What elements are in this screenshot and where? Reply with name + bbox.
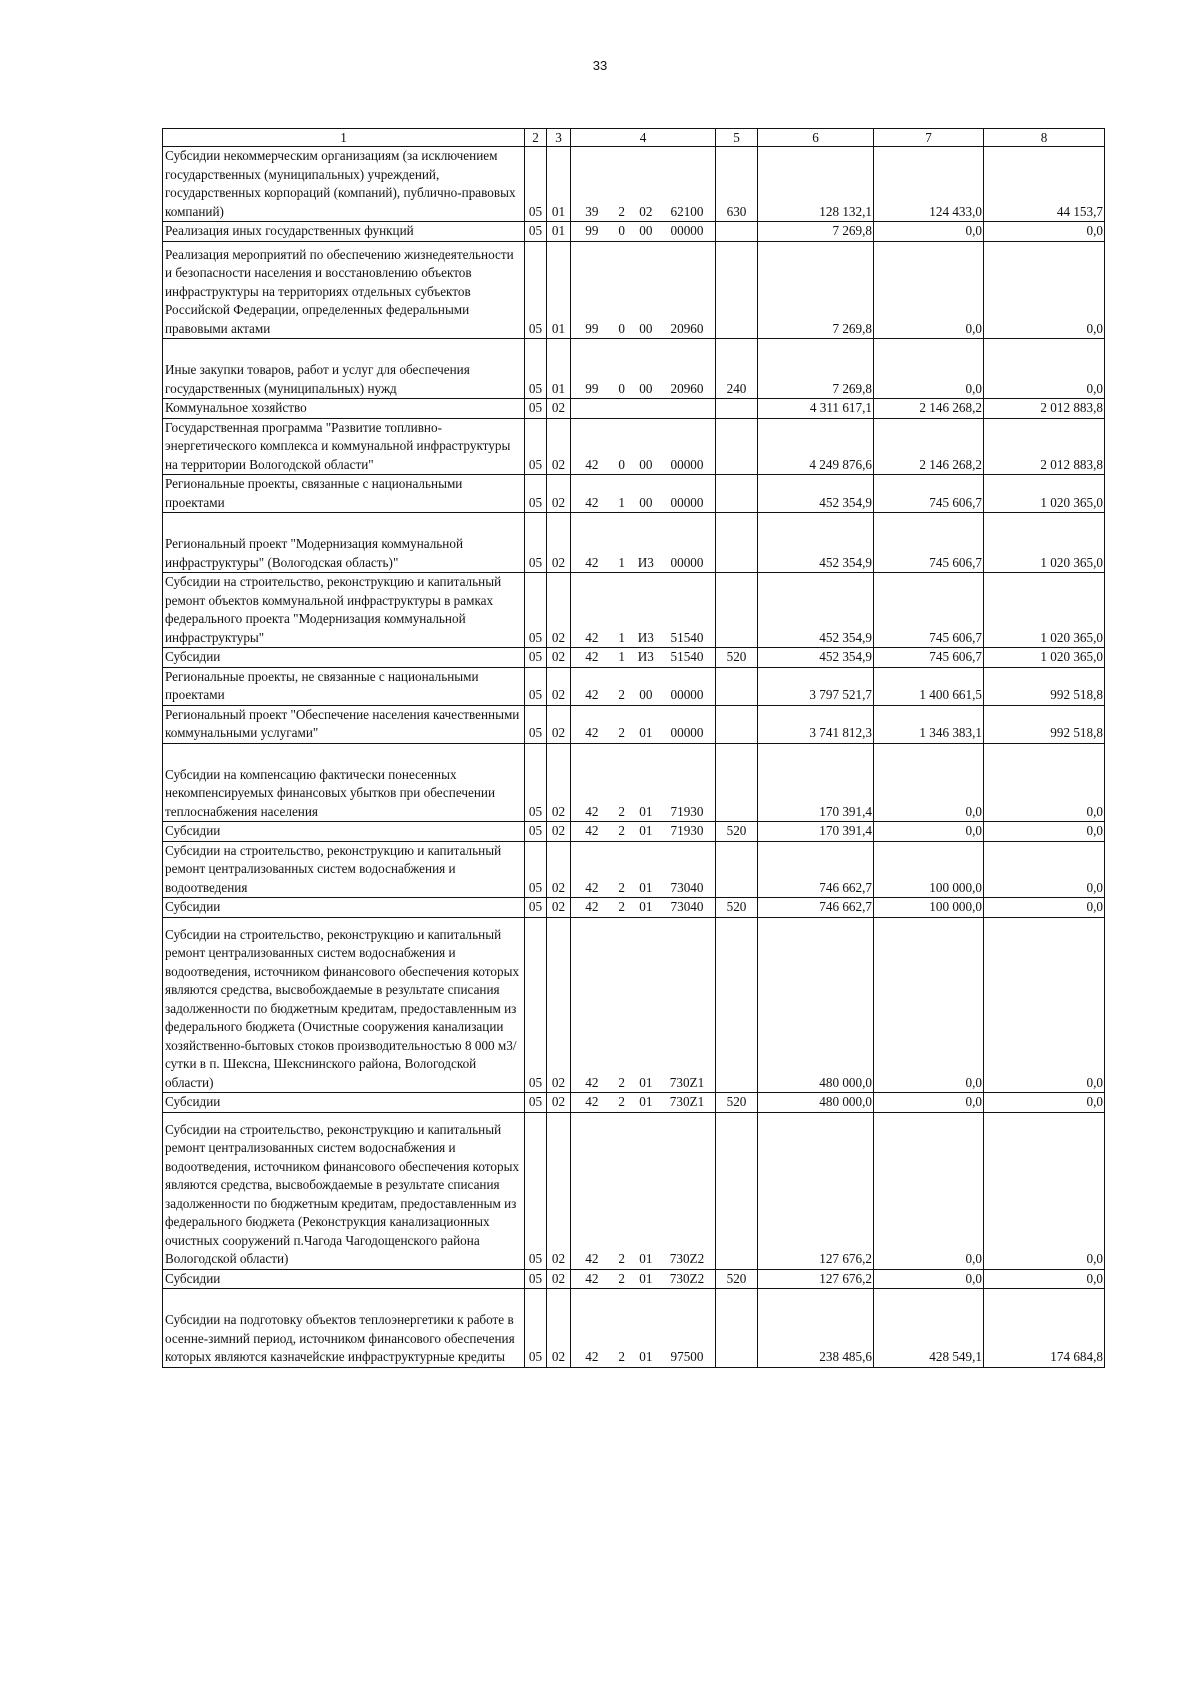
amount-col-7: 745 606,7 — [874, 648, 984, 668]
amount-col-6: 7 269,8 — [758, 241, 874, 339]
row-name: Субсидии — [163, 822, 525, 842]
amount-col-6: 452 354,9 — [758, 475, 874, 513]
target-article-code — [571, 418, 716, 475]
amount-col-7: 0,0 — [874, 222, 984, 242]
amount-col-7: 2 146 268,2 — [874, 418, 984, 475]
direction-code: 2 — [618, 1094, 625, 1109]
amount-col-7: 428 549,1 — [874, 1289, 984, 1368]
program-code: 42 — [585, 823, 599, 838]
expense-code: 730Z2 — [669, 1251, 705, 1266]
amount-col-6: 170 391,4 — [758, 822, 874, 842]
target-article-code — [571, 743, 716, 822]
direction-code: 0 — [618, 456, 625, 472]
row-name: Субсидии — [163, 648, 525, 668]
section-code: 05 — [525, 399, 547, 419]
section-code: 05 — [525, 573, 547, 648]
target-article-code — [571, 475, 716, 513]
page-number: 33 — [592, 58, 608, 73]
row-name: Иные закупки товаров, работ и услуг для обеспечения государственных (муниципальных) нужд — [163, 339, 525, 399]
amount-col-8: 44 153,7 — [984, 147, 1105, 222]
expense-type-code — [716, 475, 758, 513]
target-article-code — [571, 241, 716, 339]
subsection-code: 02 — [547, 917, 571, 1093]
direction-code: 0 — [618, 380, 625, 396]
budget-table — [162, 128, 1105, 1368]
section-code: 05 — [525, 705, 547, 743]
program-code: 42 — [585, 649, 599, 664]
section-code: 05 — [525, 841, 547, 898]
amount-col-7: 0,0 — [874, 1093, 984, 1113]
subsection-code: 01 — [547, 147, 571, 222]
expense-code: 20960 — [670, 380, 704, 396]
target-article-code — [571, 513, 716, 573]
row-name: Региональные проекты, не связанные с национальными проектами — [163, 667, 525, 705]
expense-type-code — [716, 705, 758, 743]
program-code: 42 — [585, 1349, 599, 1364]
header-row — [163, 129, 1105, 147]
section-code: 05 — [525, 898, 547, 918]
subsection-code: 02 — [547, 1269, 571, 1289]
amount-col-8: 2 012 883,8 — [984, 418, 1105, 475]
direction-code: 2 — [618, 899, 625, 914]
amount-col-7: 745 606,7 — [874, 475, 984, 513]
table-row — [163, 399, 1105, 419]
amount-col-6: 452 354,9 — [758, 648, 874, 668]
project-code: 01 — [639, 725, 653, 740]
amount-col-7: 0,0 — [874, 241, 984, 339]
table-row — [163, 573, 1105, 648]
expense-code: 51540 — [670, 649, 704, 664]
amount-col-8: 0,0 — [984, 822, 1105, 842]
section-code: 05 — [525, 1093, 547, 1113]
table-row — [163, 1112, 1105, 1269]
target-article-code — [571, 1093, 716, 1113]
subsection-code: 02 — [547, 399, 571, 419]
project-code: 02 — [639, 203, 653, 219]
amount-col-6: 3 741 812,3 — [758, 705, 874, 743]
section-code: 05 — [525, 822, 547, 842]
expense-type-code — [716, 917, 758, 1093]
direction-code: 2 — [618, 725, 625, 740]
row-name: Субсидии на подготовку объектов теплоэнергетики к работе в осенне-зимний период, источником финансового обеспечения которых являются казначейские инфраструктурные кредиты — [163, 1289, 525, 1368]
row-name: Реализация иных государственных функций — [163, 222, 525, 242]
amount-col-8: 992 518,8 — [984, 705, 1105, 743]
amount-col-6: 746 662,7 — [758, 841, 874, 898]
target-article-code — [571, 648, 716, 668]
amount-col-7: 1 346 383,1 — [874, 705, 984, 743]
direction-code: 1 — [618, 494, 625, 510]
table-row — [163, 513, 1105, 573]
expense-code: 62100 — [670, 203, 704, 219]
project-code: 00 — [639, 320, 653, 336]
direction-code: 1 — [618, 649, 625, 664]
header-cell: 1 — [163, 129, 525, 147]
target-article-code — [571, 1269, 716, 1289]
subsection-code: 02 — [547, 822, 571, 842]
amount-col-6: 127 676,2 — [758, 1269, 874, 1289]
expense-type-code — [716, 667, 758, 705]
amount-col-8: 0,0 — [984, 917, 1105, 1093]
project-code: 01 — [639, 879, 653, 895]
amount-col-6: 480 000,0 — [758, 917, 874, 1093]
section-code: 05 — [525, 222, 547, 242]
program-code: 42 — [585, 1094, 599, 1109]
project-code: 01 — [639, 803, 653, 819]
project-code: 01 — [639, 1094, 653, 1109]
amount-col-6: 746 662,7 — [758, 898, 874, 918]
section-code: 05 — [525, 1269, 547, 1289]
expense-type-code — [716, 418, 758, 475]
section-code: 05 — [525, 917, 547, 1093]
expense-type-code — [716, 399, 758, 419]
program-code: 42 — [585, 1074, 599, 1090]
target-article-code — [571, 705, 716, 743]
expense-code: 71930 — [670, 803, 704, 819]
row-name: Реализация мероприятий по обеспечению жизнедеятельности и безопасности населения и восстановлению объектов инфраструктуры на территориях отдельных субъектов Российской Федерации, определенных федеральными правовыми актами — [163, 241, 525, 339]
amount-col-7: 100 000,0 — [874, 841, 984, 898]
table-row — [163, 241, 1105, 339]
subsection-code: 02 — [547, 705, 571, 743]
subsection-code: 02 — [547, 573, 571, 648]
subsection-code: 01 — [547, 222, 571, 242]
project-code: И3 — [637, 649, 654, 664]
header-cell: 6 — [758, 129, 874, 147]
target-article-code — [571, 573, 716, 648]
amount-col-7: 0,0 — [874, 917, 984, 1093]
expense-type-code — [716, 1289, 758, 1368]
subsection-code: 02 — [547, 475, 571, 513]
table-row — [163, 222, 1105, 242]
table-row — [163, 822, 1105, 842]
expense-code: 97500 — [670, 1349, 704, 1364]
target-article-code — [571, 1112, 716, 1269]
header-cell: 4 — [571, 129, 716, 147]
table-row — [163, 418, 1105, 475]
project-code: 00 — [639, 687, 653, 702]
program-code: 39 — [585, 203, 599, 219]
amount-col-8: 0,0 — [984, 241, 1105, 339]
section-code: 05 — [525, 475, 547, 513]
subsection-code: 02 — [547, 743, 571, 822]
amount-col-8: 0,0 — [984, 222, 1105, 242]
row-name: Субсидии некоммерческим организациям (за исключением государственных (муниципальных) учреждений, государственных корпораций (компаний), публично-правовых компаний) — [163, 147, 525, 222]
direction-code: 2 — [618, 1251, 625, 1266]
table-row — [163, 339, 1105, 399]
amount-col-6: 7 269,8 — [758, 222, 874, 242]
project-code: 01 — [639, 1349, 653, 1364]
program-code: 99 — [585, 320, 599, 336]
amount-col-8: 0,0 — [984, 1269, 1105, 1289]
expense-code: 730Z1 — [669, 1094, 705, 1109]
header-cell: 7 — [874, 129, 984, 147]
amount-col-8: 0,0 — [984, 743, 1105, 822]
target-article-code — [571, 147, 716, 222]
target-article-code — [571, 917, 716, 1093]
section-code: 05 — [525, 743, 547, 822]
expense-type-code — [716, 1112, 758, 1269]
project-code: 01 — [639, 823, 653, 838]
row-name: Региональные проекты, связанные с национальными проектами — [163, 475, 525, 513]
amount-col-8: 0,0 — [984, 841, 1105, 898]
section-code: 05 — [525, 667, 547, 705]
table-row — [163, 898, 1105, 918]
amount-col-8: 0,0 — [984, 898, 1105, 918]
program-code: 42 — [585, 1270, 599, 1286]
amount-col-8: 1 020 365,0 — [984, 648, 1105, 668]
section-code: 05 — [525, 418, 547, 475]
direction-code: 0 — [618, 223, 625, 238]
amount-col-6: 480 000,0 — [758, 1093, 874, 1113]
expense-type-code — [716, 222, 758, 242]
direction-code: 0 — [618, 320, 625, 336]
amount-col-6: 170 391,4 — [758, 743, 874, 822]
program-code: 42 — [585, 899, 599, 914]
table-row — [163, 475, 1105, 513]
target-article-code — [571, 841, 716, 898]
amount-col-8: 1 020 365,0 — [984, 573, 1105, 648]
expense-type-code — [716, 743, 758, 822]
project-code: 00 — [639, 380, 653, 396]
target-article-code — [571, 222, 716, 242]
row-name: Субсидии на строительство, реконструкцию и капитальный ремонт централизованных систем водоснабжения и водоотведения, источником финансового обеспечения которых являются средства, высвобождаемые в результате списания задолженности по бюджетным кредитам, предоставленным из федерального бюджета (Реконструкция канализационных очистных сооружений п.Чагода Чагодощенского района Вологодской области) — [163, 1112, 525, 1269]
subsection-code: 02 — [547, 898, 571, 918]
amount-col-7: 0,0 — [874, 1112, 984, 1269]
amount-col-8: 2 012 883,8 — [984, 399, 1105, 419]
table-row — [163, 743, 1105, 822]
table-row — [163, 648, 1105, 668]
amount-col-8: 0,0 — [984, 339, 1105, 399]
section-code: 05 — [525, 1112, 547, 1269]
expense-code: 73040 — [670, 899, 704, 914]
direction-code: 1 — [618, 629, 625, 645]
direction-code: 2 — [618, 823, 625, 838]
table-row — [163, 841, 1105, 898]
expense-code: 730Z2 — [669, 1270, 705, 1286]
row-name: Субсидии — [163, 898, 525, 918]
expense-code: 730Z1 — [669, 1074, 705, 1090]
project-code: 01 — [639, 1270, 653, 1286]
direction-code: 2 — [618, 1349, 625, 1364]
amount-col-7: 124 433,0 — [874, 147, 984, 222]
header-cell: 8 — [984, 129, 1105, 147]
section-code: 05 — [525, 1289, 547, 1368]
row-name: Государственная программа "Развитие топливно-энергетического комплекса и коммунальной инфраструктуры на территории Вологодской области" — [163, 418, 525, 475]
program-code: 42 — [585, 456, 599, 472]
expense-type-code — [716, 513, 758, 573]
amount-col-6: 452 354,9 — [758, 573, 874, 648]
amount-col-7: 745 606,7 — [874, 513, 984, 573]
expense-code: 20960 — [670, 320, 704, 336]
amount-col-6: 7 269,8 — [758, 339, 874, 399]
row-name: Субсидии — [163, 1093, 525, 1113]
amount-col-7: 0,0 — [874, 339, 984, 399]
subsection-code: 02 — [547, 418, 571, 475]
section-code: 05 — [525, 241, 547, 339]
amount-col-6: 127 676,2 — [758, 1112, 874, 1269]
target-article-code — [571, 339, 716, 399]
project-code: И3 — [637, 554, 654, 570]
program-code: 99 — [585, 223, 599, 238]
amount-col-7: 1 400 661,5 — [874, 667, 984, 705]
row-name: Субсидии — [163, 1269, 525, 1289]
table-row — [163, 667, 1105, 705]
expense-code: 00000 — [670, 456, 704, 472]
table-row — [163, 1289, 1105, 1368]
target-article-code — [571, 1289, 716, 1368]
project-code: 00 — [639, 494, 653, 510]
amount-col-8: 1 020 365,0 — [984, 475, 1105, 513]
program-code: 42 — [585, 879, 599, 895]
subsection-code: 02 — [547, 1112, 571, 1269]
expense-type-code: 630 — [716, 147, 758, 222]
amount-col-7: 745 606,7 — [874, 573, 984, 648]
expense-code: 73040 — [670, 879, 704, 895]
expense-code: 00000 — [670, 554, 704, 570]
row-name: Региональный проект "Модернизация коммунальной инфраструктуры" (Вологодская область)" — [163, 513, 525, 573]
row-name: Субсидии на строительство, реконструкцию и капитальный ремонт централизованных систем водоснабжения и водоотведения, источником финансового обеспечения которых являются средства, высвобождаемые в результате списания задолженности по бюджетным кредитам, предоставленным из федерального бюджета (Очистные сооружения канализации хозяйственно-бытовых стоков производительностью 8 000 м3/сутки в п. Шексна, Шекснинского района, Вологодской области) — [163, 917, 525, 1093]
direction-code: 2 — [618, 879, 625, 895]
project-code: 01 — [639, 1074, 653, 1090]
amount-col-8: 0,0 — [984, 1112, 1105, 1269]
project-code: 01 — [639, 899, 653, 914]
row-name: Коммунальное хозяйство — [163, 399, 525, 419]
header-cell: 3 — [547, 129, 571, 147]
amount-col-6: 238 485,6 — [758, 1289, 874, 1368]
amount-col-8: 1 020 365,0 — [984, 513, 1105, 573]
section-code: 05 — [525, 339, 547, 399]
expense-type-code — [716, 573, 758, 648]
subsection-code: 02 — [547, 841, 571, 898]
section-code: 05 — [525, 147, 547, 222]
direction-code: 2 — [618, 687, 625, 702]
expense-type-code: 520 — [716, 648, 758, 668]
program-code: 42 — [585, 629, 599, 645]
amount-col-7: 0,0 — [874, 743, 984, 822]
expense-code: 00000 — [670, 687, 704, 702]
amount-col-8: 992 518,8 — [984, 667, 1105, 705]
program-code: 99 — [585, 380, 599, 396]
program-code: 42 — [585, 554, 599, 570]
table-row — [163, 705, 1105, 743]
amount-col-7: 2 146 268,2 — [874, 399, 984, 419]
expense-code: 00000 — [670, 725, 704, 740]
amount-col-7: 0,0 — [874, 822, 984, 842]
amount-col-6: 3 797 521,7 — [758, 667, 874, 705]
direction-code: 2 — [618, 803, 625, 819]
expense-type-code — [716, 841, 758, 898]
subsection-code: 02 — [547, 1289, 571, 1368]
program-code: 42 — [585, 725, 599, 740]
table-row — [163, 917, 1105, 1093]
table-row — [163, 147, 1105, 222]
program-code: 42 — [585, 494, 599, 510]
subsection-code: 02 — [547, 513, 571, 573]
row-name: Региональный проект "Обеспечение населения качественными коммунальными услугами" — [163, 705, 525, 743]
target-article-code — [571, 898, 716, 918]
project-code: 01 — [639, 1251, 653, 1266]
expense-type-code: 520 — [716, 1093, 758, 1113]
row-name: Субсидии на строительство, реконструкцию и капитальный ремонт объектов коммунальной инфраструктуры в рамках федерального проекта "Модернизация коммунальной инфраструктуры" — [163, 573, 525, 648]
direction-code: 2 — [618, 203, 625, 219]
program-code: 42 — [585, 1251, 599, 1266]
direction-code: 1 — [618, 554, 625, 570]
table-row — [163, 1269, 1105, 1289]
amount-col-7: 0,0 — [874, 1269, 984, 1289]
expense-type-code: 520 — [716, 1269, 758, 1289]
amount-col-6: 4 249 876,6 — [758, 418, 874, 475]
expense-type-code: 520 — [716, 898, 758, 918]
expense-code: 00000 — [670, 494, 704, 510]
program-code: 42 — [585, 687, 599, 702]
subsection-code: 01 — [547, 339, 571, 399]
subsection-code: 02 — [547, 1093, 571, 1113]
target-article-code — [571, 667, 716, 705]
header-cell: 5 — [716, 129, 758, 147]
header-cell: 2 — [525, 129, 547, 147]
expense-code: 00000 — [670, 223, 704, 238]
table-row — [163, 1093, 1105, 1113]
project-code: И3 — [637, 629, 654, 645]
expense-code: 71930 — [670, 823, 704, 838]
expense-type-code — [716, 241, 758, 339]
project-code: 00 — [639, 456, 653, 472]
amount-col-8: 0,0 — [984, 1093, 1105, 1113]
expense-type-code: 240 — [716, 339, 758, 399]
section-code: 05 — [525, 513, 547, 573]
expense-type-code: 520 — [716, 822, 758, 842]
direction-code: 2 — [618, 1270, 625, 1286]
target-article-code — [571, 822, 716, 842]
project-code: 00 — [639, 223, 653, 238]
section-code: 05 — [525, 648, 547, 668]
subsection-code: 02 — [547, 648, 571, 668]
amount-col-8: 174 684,8 — [984, 1289, 1105, 1368]
row-name: Субсидии на компенсацию фактически понесенных некомпенсируемых финансовых убытков при обеспечении теплоснабжения населения — [163, 743, 525, 822]
target-article-code — [571, 399, 716, 419]
amount-col-6: 4 311 617,1 — [758, 399, 874, 419]
amount-col-6: 128 132,1 — [758, 147, 874, 222]
direction-code: 2 — [618, 1074, 625, 1090]
subsection-code: 02 — [547, 667, 571, 705]
row-name: Субсидии на строительство, реконструкцию и капитальный ремонт централизованных систем водоснабжения и водоотведения — [163, 841, 525, 898]
expense-code: 51540 — [670, 629, 704, 645]
subsection-code: 01 — [547, 241, 571, 339]
amount-col-6: 452 354,9 — [758, 513, 874, 573]
amount-col-7: 100 000,0 — [874, 898, 984, 918]
program-code: 42 — [585, 803, 599, 819]
